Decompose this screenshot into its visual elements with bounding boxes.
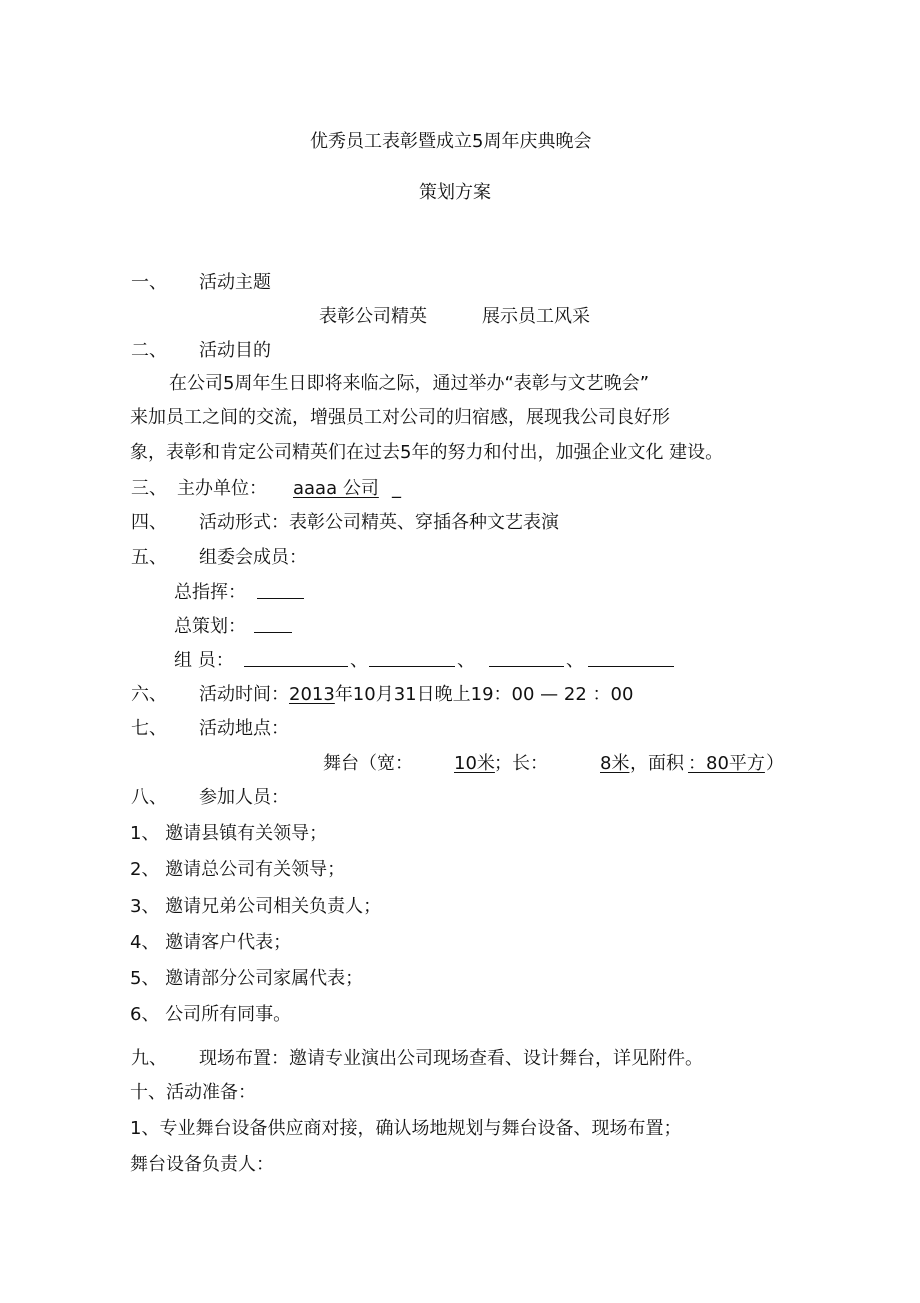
chief-planner-label: 总策划： (174, 616, 246, 637)
section-9-label: 现场布置：邀请专业演出公司现场查看、设计舞台，详见附件。 (199, 1048, 703, 1069)
member-separator-2: 、 (457, 650, 475, 671)
slogan-b: 展示员工风采 (482, 306, 590, 327)
member-blank-3 (489, 650, 564, 667)
member-blank-1 (244, 650, 348, 667)
stage-close: ） (766, 753, 784, 774)
member-separator-1: 、 (350, 650, 368, 671)
doc-subtitle: 策划方案 (419, 182, 491, 203)
purpose-line-1: 在公司5周年生日即将来临之际，通过举办“表彰与文艺晚会” (169, 373, 650, 394)
section-5-label: 组委会成员： (199, 547, 307, 568)
section-7-number: 七、 (131, 718, 167, 739)
attendee-item: 4、 邀请客户代表； (130, 932, 292, 953)
section-10-heading: 十、活动准备： (130, 1082, 256, 1103)
section-2-label: 活动目的 (199, 340, 271, 361)
attendee-item: 5、 邀请部分公司家属代表； (130, 968, 364, 989)
stage-area: ：80平方 (688, 753, 765, 774)
section-2-number: 二、 (131, 340, 167, 361)
preparation-line-2: 舞台设备负责人： (130, 1154, 274, 1175)
attendee-item: 6、 公司所有同事。 (130, 1004, 292, 1025)
section-3-label: 主办单位： (177, 478, 267, 499)
doc-title: 优秀员工表彰暨成立5周年庆典晚会 (310, 131, 592, 152)
member-blank-4 (588, 650, 674, 667)
section-1-label: 活动主题 (199, 272, 271, 293)
stage-length: 8米 (600, 753, 630, 774)
member-blank-2 (369, 650, 455, 667)
stage-length-label: ；长： (494, 753, 548, 774)
slogan-a: 表彰公司精英 (319, 306, 427, 327)
attendee-item: 1、 邀请县镇有关领导； (130, 823, 328, 844)
section-9-number: 九、 (131, 1048, 167, 1069)
organizer-value: aaaa 公司 (293, 478, 379, 499)
section-5-number: 五、 (131, 547, 167, 568)
section-7-label: 活动地点： (199, 718, 289, 739)
section-3-number: 三、 (131, 478, 167, 499)
section-4-label: 活动形式：表彰公司精英、穿插各种文艺表演 (199, 512, 559, 533)
section-8-number: 八、 (131, 787, 167, 808)
section-6-number: 六、 (131, 684, 167, 705)
event-time-label: 活动时间： (199, 684, 289, 705)
event-time-rest: 年10月31日晚上19：00 — 22 ：00 (334, 684, 634, 705)
organizer-tail: _ (392, 478, 401, 499)
stage-area-label: ，面积 (630, 753, 684, 774)
chief-director-label: 总指挥： (174, 582, 246, 603)
stage-width: 10米 (454, 753, 495, 774)
member-separator-3: 、 (566, 650, 584, 671)
chief-director-blank (257, 582, 304, 599)
purpose-line-3: 象，表彰和肯定公司精英们在过去5年的努力和付出，加强企业文化 建设。 (130, 442, 724, 463)
purpose-line-2: 来加员工之间的交流，增强员工对公司的归宿感，展现我公司良好形 (130, 407, 670, 428)
section-1-number: 一、 (131, 272, 167, 293)
attendee-item: 2、 邀请总公司有关领导； (130, 859, 346, 880)
chief-planner-blank (254, 616, 292, 633)
members-label: 组 员： (174, 650, 234, 671)
attendee-item: 3、 邀请兄弟公司相关负责人； (130, 896, 382, 917)
event-time-year: 2013 (289, 684, 335, 705)
section-4-number: 四、 (131, 512, 167, 533)
event-time (199, 686, 633, 704)
section-8-label: 参加人员： (199, 787, 289, 808)
stage-label: 舞台（宽： (323, 753, 413, 774)
preparation-line-1: 1、专业舞台设备供应商对接，确认场地规划与舞台设备、现场布置； (130, 1118, 682, 1139)
